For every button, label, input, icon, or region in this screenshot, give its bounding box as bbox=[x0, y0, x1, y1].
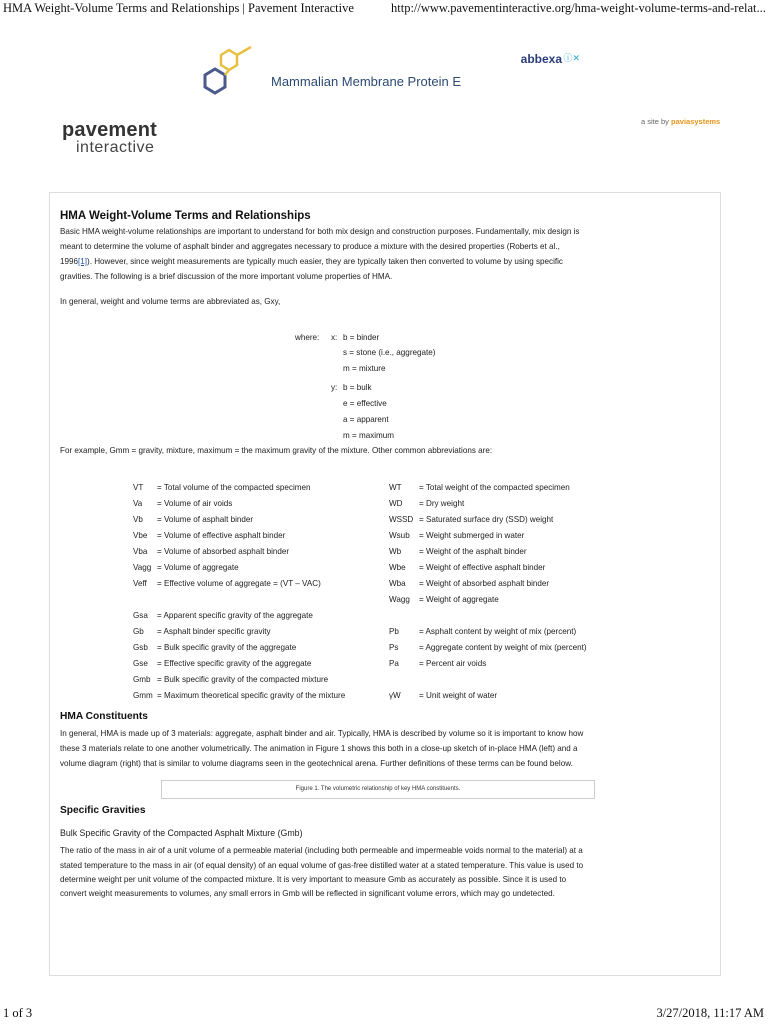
percent-symbol: Pb bbox=[389, 627, 399, 636]
y-item: b = bulk bbox=[343, 383, 372, 392]
abbrev-symbol: Wbe bbox=[389, 563, 406, 572]
percent-symbol: Ps bbox=[389, 643, 399, 652]
x-item: m = mixture bbox=[343, 364, 386, 373]
abbrev-def: = Weight of the asphalt binder bbox=[419, 547, 527, 556]
ad-choices-icon[interactable]: ⓘ✕ bbox=[563, 53, 580, 63]
abbrev-symbol: Wba bbox=[389, 579, 406, 588]
abbrev-def: = Volume of air voids bbox=[157, 499, 233, 508]
molecule-icon bbox=[191, 45, 261, 103]
percent-symbol: Pa bbox=[389, 659, 399, 668]
site-by-prefix: a site by bbox=[641, 117, 669, 126]
gmb-line: stated temperature to the mass in air (of equal density) of an equal volume of gas-free distilled water at a stated temperature. This value is used to bbox=[60, 861, 584, 870]
gravity-def: = Bulk specific gravity of the compacted mixture bbox=[157, 675, 329, 684]
gravity-symbol: Gmb bbox=[133, 675, 151, 684]
constituents-heading: HMA Constituents bbox=[60, 711, 148, 722]
site-logo[interactable] bbox=[62, 119, 157, 157]
figure-caption: Figure 1. The volumetric relationship of key HMA constituents. bbox=[161, 780, 595, 799]
ad-text: Mammalian Membrane Protein E bbox=[271, 74, 462, 89]
abbrev-def: = Volume of absorbed asphalt binder bbox=[157, 547, 290, 556]
gravity-symbol: Gmm bbox=[133, 691, 153, 700]
constituents-line: In general, HMA is made up of 3 materials: aggregate, asphalt binder and air. Typically, HMA is described by volume so it is important to know how bbox=[60, 729, 584, 738]
y-label: y: bbox=[331, 383, 338, 392]
abbrev-symbol: WSSD bbox=[389, 515, 414, 524]
x-item: b = binder bbox=[343, 333, 380, 342]
gravity-symbol: Gsb bbox=[133, 643, 148, 652]
where-label: where: bbox=[295, 333, 320, 342]
intro-line: Basic HMA weight-volume relationships are important to understand for both mix design and construction purposes. Fundamentally, mix design is bbox=[60, 227, 580, 236]
gravity-symbol: Gb bbox=[133, 627, 144, 636]
abbrev-def: = Volume of asphalt binder bbox=[157, 515, 254, 524]
site-by[interactable] bbox=[641, 117, 720, 126]
gmb-line: determine weight per unit volume of the compacted mixture. It is very important to measure Gmb as accurately as possible. Since it is used to bbox=[60, 875, 567, 884]
abbrev-def: = Effective volume of aggregate = (VT – VAC) bbox=[157, 579, 321, 588]
abbrev-symbol: Wagg bbox=[389, 595, 410, 604]
percent-def: = Asphalt content by weight of mix (percent) bbox=[419, 627, 577, 636]
y-item: a = apparent bbox=[343, 415, 389, 424]
abbrev-symbol: Veff bbox=[133, 579, 147, 588]
abbrev-def: = Volume of aggregate bbox=[157, 563, 239, 572]
ad-banner[interactable] bbox=[191, 45, 584, 103]
gmb-subtitle: Bulk Specific Gravity of the Compacted Asphalt Mixture (Gmb) bbox=[60, 828, 303, 838]
x-label: x: bbox=[331, 333, 338, 342]
intro-line: meant to determine the volume of asphalt binder and aggregates necessary to produce a mixture with the desired properties (Roberts et al., bbox=[60, 242, 560, 251]
percent-def: = Percent air voids bbox=[419, 659, 487, 668]
abbrev-def: = Total weight of the compacted specimen bbox=[419, 483, 570, 492]
abbrev-symbol: Vb bbox=[133, 515, 143, 524]
site-by-brand: paviasystems bbox=[671, 117, 721, 126]
print-footer bbox=[0, 1002, 768, 1024]
reference-link[interactable]: [1] bbox=[78, 257, 88, 266]
logo-sub-text: interactive bbox=[76, 139, 155, 156]
print-page-url[interactable]: http://www.pavementinteractive.org/hma-weight-volume-terms-and-relat... bbox=[391, 1, 766, 15]
article-body bbox=[60, 209, 710, 284]
print-datetime: 3/27/2018, 11:17 AM bbox=[656, 1006, 764, 1020]
gravity-symbol: Gsa bbox=[133, 611, 148, 620]
intro-line bbox=[60, 254, 710, 269]
abbrev-symbol: Va bbox=[133, 499, 143, 508]
gravity-def: = Maximum theoretical specific gravity of the mixture bbox=[157, 691, 346, 700]
x-item: s = stone (i.e., aggregate) bbox=[343, 348, 436, 357]
gmb-line: The ratio of the mass in air of a unit volume of a permeable material (including both permeable and impermeable voids normal to the material) at a bbox=[60, 846, 583, 855]
y-item: e = effective bbox=[343, 399, 387, 408]
percent-symbol: γW bbox=[389, 691, 401, 700]
abbrev-intro: In general, weight and volume terms are abbreviated as, Gxy, bbox=[60, 297, 281, 306]
abbrev-def: = Total volume of the compacted specimen bbox=[157, 483, 311, 492]
abbrev-def: = Weight of aggregate bbox=[419, 595, 499, 604]
abbrev-symbol: Wb bbox=[389, 547, 402, 556]
abbrev-def: = Weight of effective asphalt binder bbox=[419, 563, 546, 572]
percent-def: = Aggregate content by weight of mix (percent) bbox=[419, 643, 587, 652]
logo-main-text: pavement bbox=[62, 119, 157, 141]
example-line: For example, Gmm = gravity, mixture, maximum = the maximum gravity of the mixture. Other common abbreviations are: bbox=[60, 446, 493, 455]
abbrev-symbol: Vba bbox=[133, 547, 148, 556]
gravity-def: = Asphalt binder specific gravity bbox=[157, 627, 271, 636]
gravity-symbol: Gse bbox=[133, 659, 148, 668]
constituents-line: volume diagram (right) that is similar to volume diagrams seen in the geotechnical arena. Further definitions of these terms can be found below. bbox=[60, 759, 573, 768]
intro-line: gravities. The following is a brief discussion of the more important volume properties of HMA. bbox=[60, 272, 393, 281]
abbrev-def: = Weight of absorbed asphalt binder bbox=[419, 579, 550, 588]
abbrev-symbol: Vbe bbox=[133, 531, 148, 540]
y-item: m = maximum bbox=[343, 431, 395, 440]
gmb-line: convert weight measurements to volumes, any small errors in Gmb will be reflected in significant volume errors, which may go undetected. bbox=[60, 889, 555, 898]
abbrev-def: = Volume of effective asphalt binder bbox=[157, 531, 286, 540]
print-page-title: HMA Weight-Volume Terms and Relationships | Pavement Interactive bbox=[3, 1, 354, 15]
gravity-def: = Apparent specific gravity of the aggregate bbox=[157, 611, 313, 620]
abbrev-symbol: Vagg bbox=[133, 563, 152, 572]
intro-year: 1996 bbox=[60, 257, 79, 266]
abbrev-symbol: VT bbox=[133, 483, 144, 492]
abbrev-def: = Dry weight bbox=[419, 499, 465, 508]
abbrev-symbol: WT bbox=[389, 483, 402, 492]
abbrev-symbol: Wsub bbox=[389, 531, 410, 540]
print-header bbox=[0, 0, 768, 20]
page-title: HMA Weight-Volume Terms and Relationships bbox=[60, 210, 311, 222]
abbrev-def: = Weight submerged in water bbox=[419, 531, 525, 540]
gravity-def: = Effective specific gravity of the aggregate bbox=[157, 659, 312, 668]
ad-brand: abbexa bbox=[520, 52, 562, 66]
percent-def: = Unit weight of water bbox=[419, 691, 498, 700]
abbrev-symbol: WD bbox=[389, 499, 403, 508]
page-number: 1 of 3 bbox=[3, 1006, 33, 1020]
abbrev-def: = Saturated surface dry (SSD) weight bbox=[419, 515, 554, 524]
intro-text: ). However, since weight measurements are typically much easier, they are typically taken then converted to volume by using specific bbox=[87, 257, 563, 266]
constituents-line: these 3 materials relate to one another volumetrically. The animation in Figure 1 shows this both in a close-up sketch of in-place HMA (left) and a bbox=[60, 744, 578, 753]
gravities-heading: Specific Gravities bbox=[60, 805, 146, 816]
gravity-def: = Bulk specific gravity of the aggregate bbox=[157, 643, 297, 652]
